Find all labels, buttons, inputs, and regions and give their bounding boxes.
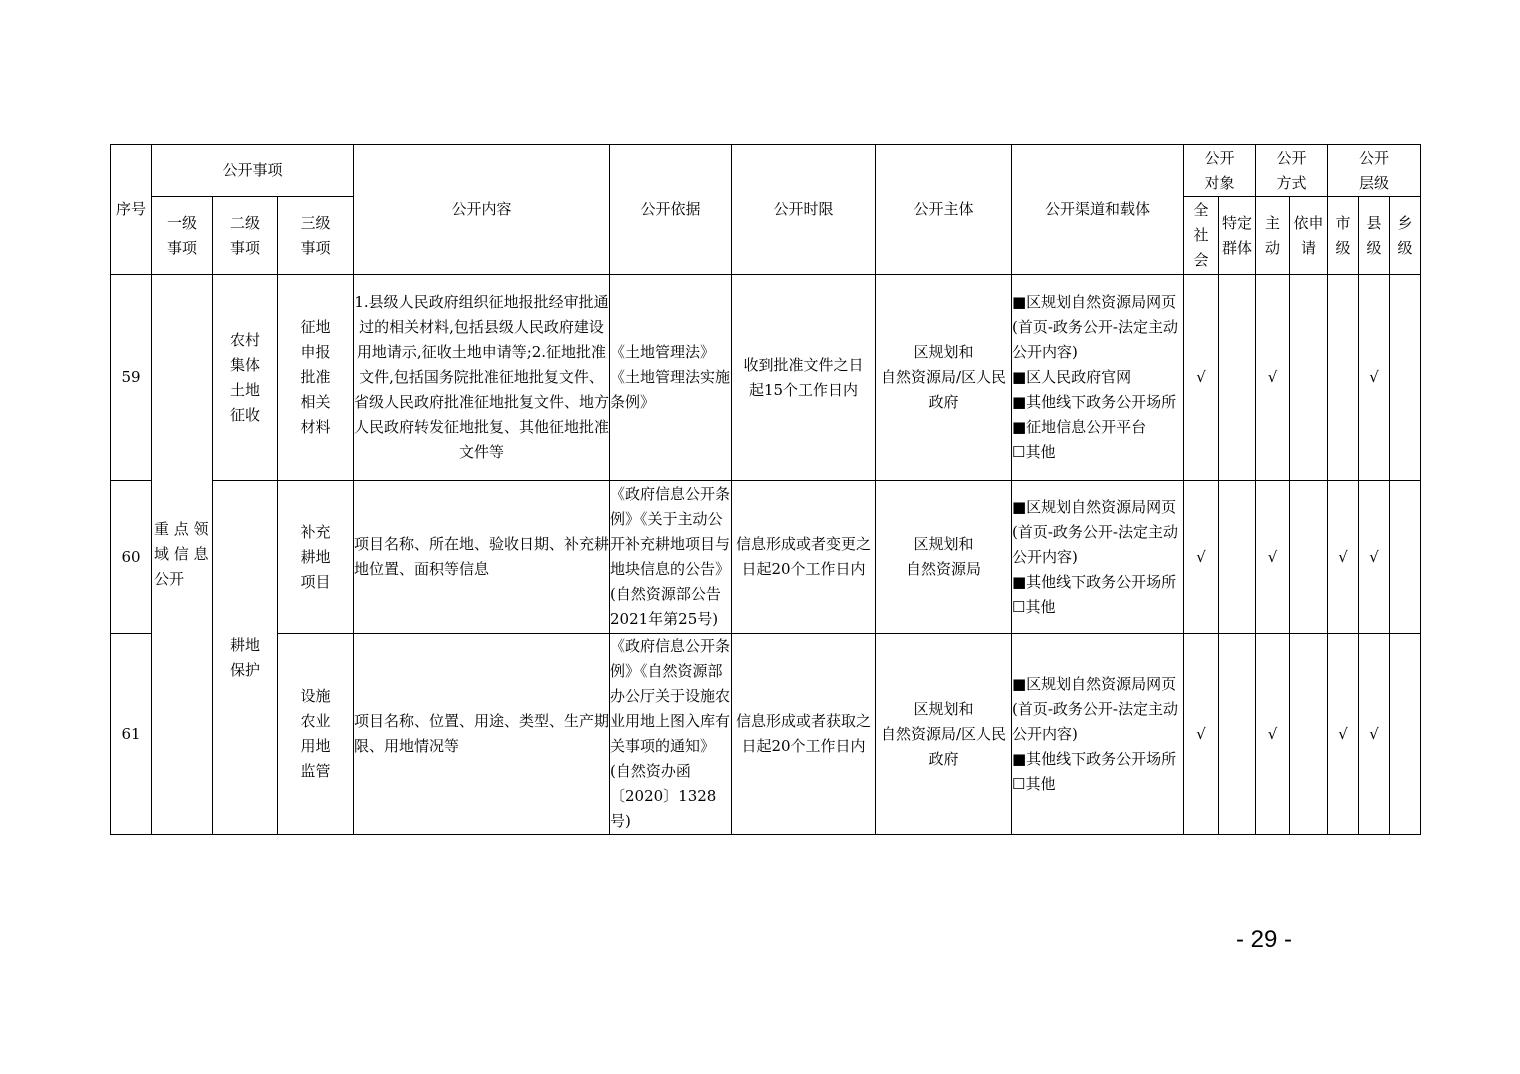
- header-seq: 序号: [111, 145, 152, 275]
- row-seq: 60: [111, 481, 152, 634]
- check-county: √: [1359, 481, 1390, 634]
- group-l1: 重 点 领 域 信 息 公开: [152, 275, 213, 835]
- row-basis: 《政府信息公开条例》《自然资源部办公厅关于设施农业用地上图入库有关事项的通知》(自然资办函〔2020〕1328号): [610, 634, 732, 835]
- header-specific: 特定 群体: [1219, 197, 1256, 275]
- header-items: 公开事项: [152, 145, 354, 197]
- row-limit: 信息形成或者获取之日起20个工作日内: [732, 634, 876, 835]
- header-channel: 公开渠道和载体: [1012, 145, 1184, 275]
- table-row: [111, 275, 1421, 481]
- header-all: 全 社 会: [1184, 197, 1219, 275]
- header-method: 公开 方式: [1256, 145, 1328, 197]
- check-city: √: [1328, 634, 1359, 835]
- header-l3: 三级 事项: [278, 197, 354, 275]
- row-channel: ■区规划自然资源局网页(首页-政务公开-法定主动公开内容) ■其他线下政务公开场所 ☐其他: [1012, 481, 1184, 634]
- row-subject: 区规划和 自然资源局/区人民政府: [876, 275, 1012, 481]
- row-content: 项目名称、所在地、验收日期、补充耕地位置、面积等信息: [354, 481, 610, 634]
- check-specific: [1219, 481, 1256, 634]
- header-county: 县 级: [1359, 197, 1390, 275]
- check-apply: [1290, 275, 1328, 481]
- check-specific: [1219, 275, 1256, 481]
- check-all: √: [1184, 275, 1219, 481]
- row-channel: ■区规划自然资源局网页(首页-政务公开-法定主动公开内容) ■区人民政府官网 ■其他线下政务公开场所 ■征地信息公开平台 ☐其他: [1012, 275, 1184, 481]
- group-l2-farmland: 耕地 保护: [213, 481, 278, 835]
- row-seq: 61: [111, 634, 152, 835]
- row-l2: 农村 集体 土地 征收: [213, 275, 278, 481]
- check-town: [1390, 634, 1421, 835]
- header-town: 乡 级: [1390, 197, 1421, 275]
- check-city: [1328, 275, 1359, 481]
- header-subject: 公开主体: [876, 145, 1012, 275]
- check-specific: [1219, 634, 1256, 835]
- row-seq: 59: [111, 275, 152, 481]
- table-row: [111, 481, 1421, 634]
- header-apply: 依申 请: [1290, 197, 1328, 275]
- header-limit: 公开时限: [732, 145, 876, 275]
- row-basis: 《土地管理法》《土地管理法实施条例》: [610, 275, 732, 481]
- check-active: √: [1256, 481, 1290, 634]
- row-limit: 收到批准文件之日起15个工作日内: [732, 275, 876, 481]
- header-object: 公开 对象: [1184, 145, 1256, 197]
- row-l3: 征地 申报 批准 相关 材料: [278, 275, 354, 481]
- row-subject: 区规划和 自然资源局/区人民政府: [876, 634, 1012, 835]
- header-city: 市 级: [1328, 197, 1359, 275]
- check-apply: [1290, 481, 1328, 634]
- check-county: √: [1359, 634, 1390, 835]
- page-number: - 29 -: [1236, 926, 1293, 953]
- row-limit: 信息形成或者变更之日起20个工作日内: [732, 481, 876, 634]
- check-county: √: [1359, 275, 1390, 481]
- header-basis: 公开依据: [610, 145, 732, 275]
- row-subject: 区规划和 自然资源局: [876, 481, 1012, 634]
- check-all: √: [1184, 634, 1219, 835]
- row-content: 1.县级人民政府组织征地报批经审批通过的相关材料,包括县级人民政府建设用地请示,征收土地申请等;2.征地批准文件,包括国务院批准征地批复文件、省级人民政府批准征地批复文件、地方人民政府转发征地批复、其他征地批准文件等: [354, 275, 610, 481]
- row-content: 项目名称、位置、用途、类型、生产期限、用地情况等: [354, 634, 610, 835]
- check-town: [1390, 481, 1421, 634]
- header-active: 主 动: [1256, 197, 1290, 275]
- disclosure-table: [110, 144, 1421, 835]
- check-apply: [1290, 634, 1328, 835]
- check-active: √: [1256, 275, 1290, 481]
- row-l3: 补充 耕地 项目: [278, 481, 354, 634]
- header-l1: 一级 事项: [152, 197, 213, 275]
- header-content: 公开内容: [354, 145, 610, 275]
- table-row: [111, 634, 1421, 835]
- check-town: [1390, 275, 1421, 481]
- row-l3: 设施 农业 用地 监管: [278, 634, 354, 835]
- check-all: √: [1184, 481, 1219, 634]
- row-channel: ■区规划自然资源局网页(首页-政务公开-法定主动公开内容) ■其他线下政务公开场所 ☐其他: [1012, 634, 1184, 835]
- row-basis: 《政府信息公开条例》《关于主动公开补充耕地项目与地块信息的公告》(自然资源部公告2021年第25号): [610, 481, 732, 634]
- header-l2: 二级 事项: [213, 197, 278, 275]
- check-city: √: [1328, 481, 1359, 634]
- check-active: √: [1256, 634, 1290, 835]
- header-level: 公开 层级: [1328, 145, 1421, 197]
